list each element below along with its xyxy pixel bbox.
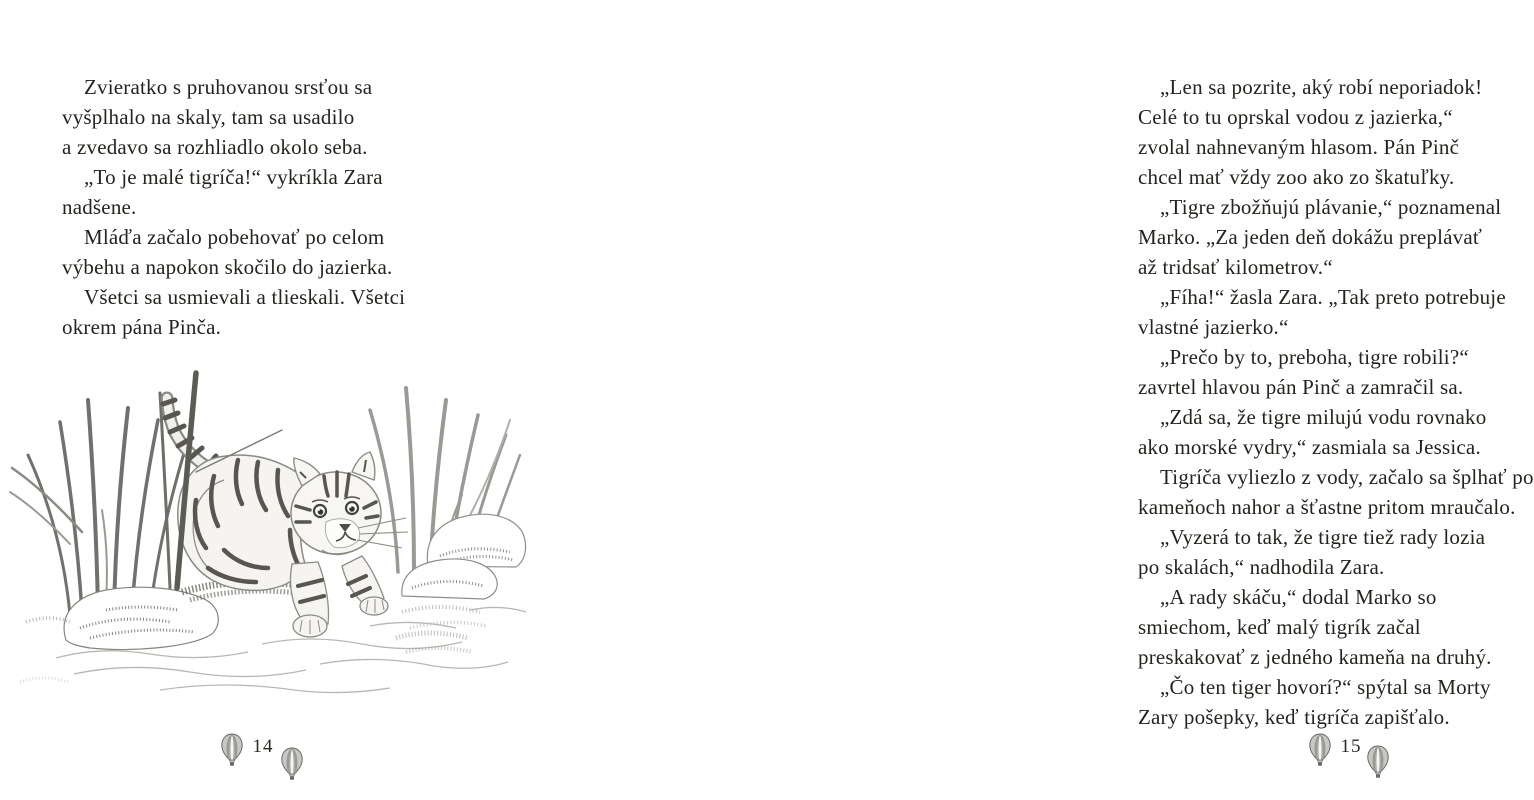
text-line: ako morské vydry,“ zasmiala sa Jessica. [1138,435,1481,459]
text-line: výbehu a napokon skočilo do jazierka. [62,255,393,279]
rocks-right [402,514,526,628]
text-line: chcel mať vždy zoo ako zo škatuľky. [1138,165,1455,189]
text-line: zvolal nahnevaným hlasom. Pán Pinč [1138,135,1460,159]
text-line: Mláďa začalo pobehovať po celom [84,225,385,249]
text-line: okrem pána Pinča. [62,315,222,339]
tiger-cub-illustration [10,360,530,700]
text-line: kameňoch nahor a šťastne pritom mraučalo. [1138,495,1516,519]
text-line: Všetci sa usmievali a tlieskali. Všetci [84,285,406,309]
text-line: Zvieratko s pruhovanou srsťou sa [84,75,373,99]
hot-air-balloon-icon [280,747,304,781]
book-page-left [0,0,540,800]
book-page-right [540,0,1534,800]
rock-left [26,587,218,649]
text-line: až tridsať kilometrov.“ [1138,255,1333,279]
text-line: Zary pošepky, keď tigríča zapišťalo. [1138,705,1450,729]
text-line: „To je malé tigríča!“ vykríkla Zara [84,165,383,189]
hot-air-balloon-icon [1308,733,1332,767]
text-line: „Fíha!“ žasla Zara. „Tak preto potrebuje [1160,285,1506,309]
text-line: vyšplhalo na skaly, tam sa usadilo [62,105,355,129]
text-line: Celé to tu oprskal vodou z jazierka,“ [1138,105,1453,129]
hot-air-balloon-icon [220,733,244,767]
text-line: „Zdá sa, že tigre milujú vodu rovnako [1160,405,1487,429]
page-number-right: 15 [1340,736,1362,757]
page-right-text-block [1138,72,1534,732]
text-line: po skalách,“ nadhodila Zara. [1138,555,1385,579]
text-line: „A rady skáču,“ dodal Marko so [1160,585,1437,609]
text-line: „Čo ten tiger hovorí?“ spýtal sa Morty [1160,675,1491,699]
page-number-left: 14 [252,736,274,757]
text-line: nadšene. [62,195,137,219]
text-line: Tigríča vyliezlo z vody, začalo sa šplhať po [1160,465,1534,489]
text-line: smiechom, keď malý tigrík začal [1138,615,1421,639]
hot-air-balloon-icon [1366,745,1390,779]
text-line: „Prečo by to, preboha, tigre robili?“ [1160,345,1469,369]
text-line: „Len sa pozrite, aký robí neporiadok! [1160,75,1483,99]
text-line: „Vyzerá to tak, že tigre tiež rady lozia [1160,525,1486,549]
text-line: vlastné jazierko.“ [1138,315,1289,339]
text-line: Marko. „Za jeden deň dokážu preplávať [1138,225,1483,249]
page-left-text-block [62,72,405,342]
text-line: „Tigre zbožňujú plávanie,“ poznamenal [1160,195,1502,219]
text-line: a zvedavo sa rozhliadlo okolo seba. [62,135,368,159]
tiger-cub-sketch [10,360,530,700]
grass-left [10,393,188,615]
text-line: preskakovať z jedného kameňa na druhý. [1138,645,1492,669]
text-line: zavrtel hlavou pán Pinč a zamračil sa. [1138,375,1464,399]
